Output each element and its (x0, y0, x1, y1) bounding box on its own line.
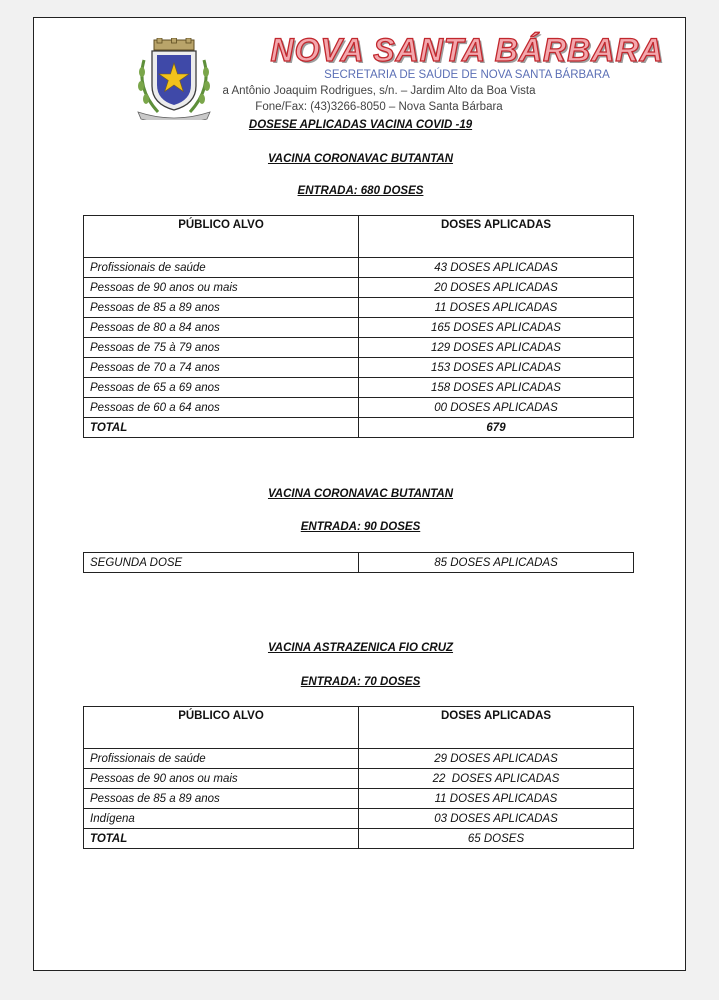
section1-vaccine-title: VACINA CORONAVAC BUTANTAN (267, 153, 454, 165)
table-row (84, 749, 634, 769)
table-row (84, 258, 634, 278)
column-header-doses: DOSES APLICADAS (359, 216, 634, 258)
section1-entry: ENTRADA: 680 DOSES (297, 185, 424, 197)
total-label: TOTAL (84, 418, 359, 438)
row-doses: 129 DOSES APLICADAS (359, 338, 634, 358)
total-label: TOTAL (84, 829, 359, 849)
column-header-doses: DOSES APLICADAS (359, 707, 634, 749)
row-doses: 11 DOSES APLICADAS (359, 789, 634, 809)
table-row (84, 298, 634, 318)
table-row (84, 553, 634, 573)
table-row (84, 358, 634, 378)
column-header-public: PÚBLICO ALVO (84, 707, 359, 749)
address-line: a Antônio Joaquim Rodrigues, s/n. – Jardim Alto da Boa Vista (222, 85, 536, 97)
total-value: 65 DOSES (359, 829, 634, 849)
column-header-public: PÚBLICO ALVO (84, 216, 359, 258)
table-row (84, 278, 634, 298)
section3-doses-table (83, 706, 634, 849)
row-doses: 158 DOSES APLICADAS (359, 378, 634, 398)
table-row (84, 338, 634, 358)
row-group: Pessoas de 75 à 79 anos (84, 338, 359, 358)
row-doses: 11 DOSES APLICADAS (359, 298, 634, 318)
row-doses: 165 DOSES APLICADAS (359, 318, 634, 338)
section3-entry: ENTRADA: 70 DOSES (300, 676, 421, 688)
table-row (84, 789, 634, 809)
row-group: Pessoas de 70 a 74 anos (84, 358, 359, 378)
row-group: Pessoas de 65 a 69 anos (84, 378, 359, 398)
table-row (84, 809, 634, 829)
row-doses: 03 DOSES APLICADAS (359, 809, 634, 829)
row-doses: 85 DOSES APLICADAS (359, 553, 634, 573)
section3-vaccine-title: VACINA ASTRAZENICA FIO CRUZ (267, 642, 454, 654)
row-group: Pessoas de 90 anos ou mais (84, 278, 359, 298)
row-doses: 43 DOSES APLICADAS (359, 258, 634, 278)
phone-line: Fone/Fax: (43)3266-8050 – Nova Santa Bárbara (255, 101, 503, 113)
section2-doses-table (83, 552, 634, 573)
row-group: Pessoas de 90 anos ou mais (84, 769, 359, 789)
row-doses: 29 DOSES APLICADAS (359, 749, 634, 769)
row-doses: 22 DOSES APLICADAS (359, 769, 634, 789)
row-group: Profissionais de saúde (84, 258, 359, 278)
section2-entry: ENTRADA: 90 DOSES (300, 521, 421, 533)
health-department-name: SECRETARIA DE SAÚDE DE NOVA SANTA BÁRBARA (324, 69, 610, 81)
document-page (33, 17, 686, 971)
row-doses: 20 DOSES APLICADAS (359, 278, 634, 298)
row-group: Indígena (84, 809, 359, 829)
row-group: Pessoas de 60 a 64 anos (84, 398, 359, 418)
row-group: SEGUNDA DOSE (84, 553, 359, 573)
table-row (84, 769, 634, 789)
section1-doses-table (83, 215, 634, 438)
table-total-row (84, 829, 634, 849)
row-doses: 153 DOSES APLICADAS (359, 358, 634, 378)
table-row (84, 378, 634, 398)
total-value: 679 (359, 418, 634, 438)
section2-vaccine-title: VACINA CORONAVAC BUTANTAN (267, 488, 454, 500)
row-group: Pessoas de 80 a 84 anos (84, 318, 359, 338)
table-header-row (84, 216, 634, 258)
table-row (84, 398, 634, 418)
row-doses: 00 DOSES APLICADAS (359, 398, 634, 418)
table-total-row (84, 418, 634, 438)
table-header-row (84, 707, 634, 749)
row-group: Pessoas de 85 a 89 anos (84, 298, 359, 318)
document-title: DOSESE APLICADAS VACINA COVID -19 (248, 119, 473, 131)
table-row (84, 318, 634, 338)
municipality-name: NOVA SANTA BÁRBARA (270, 32, 664, 68)
row-group: Profissionais de saúde (84, 749, 359, 769)
row-group: Pessoas de 85 a 89 anos (84, 789, 359, 809)
